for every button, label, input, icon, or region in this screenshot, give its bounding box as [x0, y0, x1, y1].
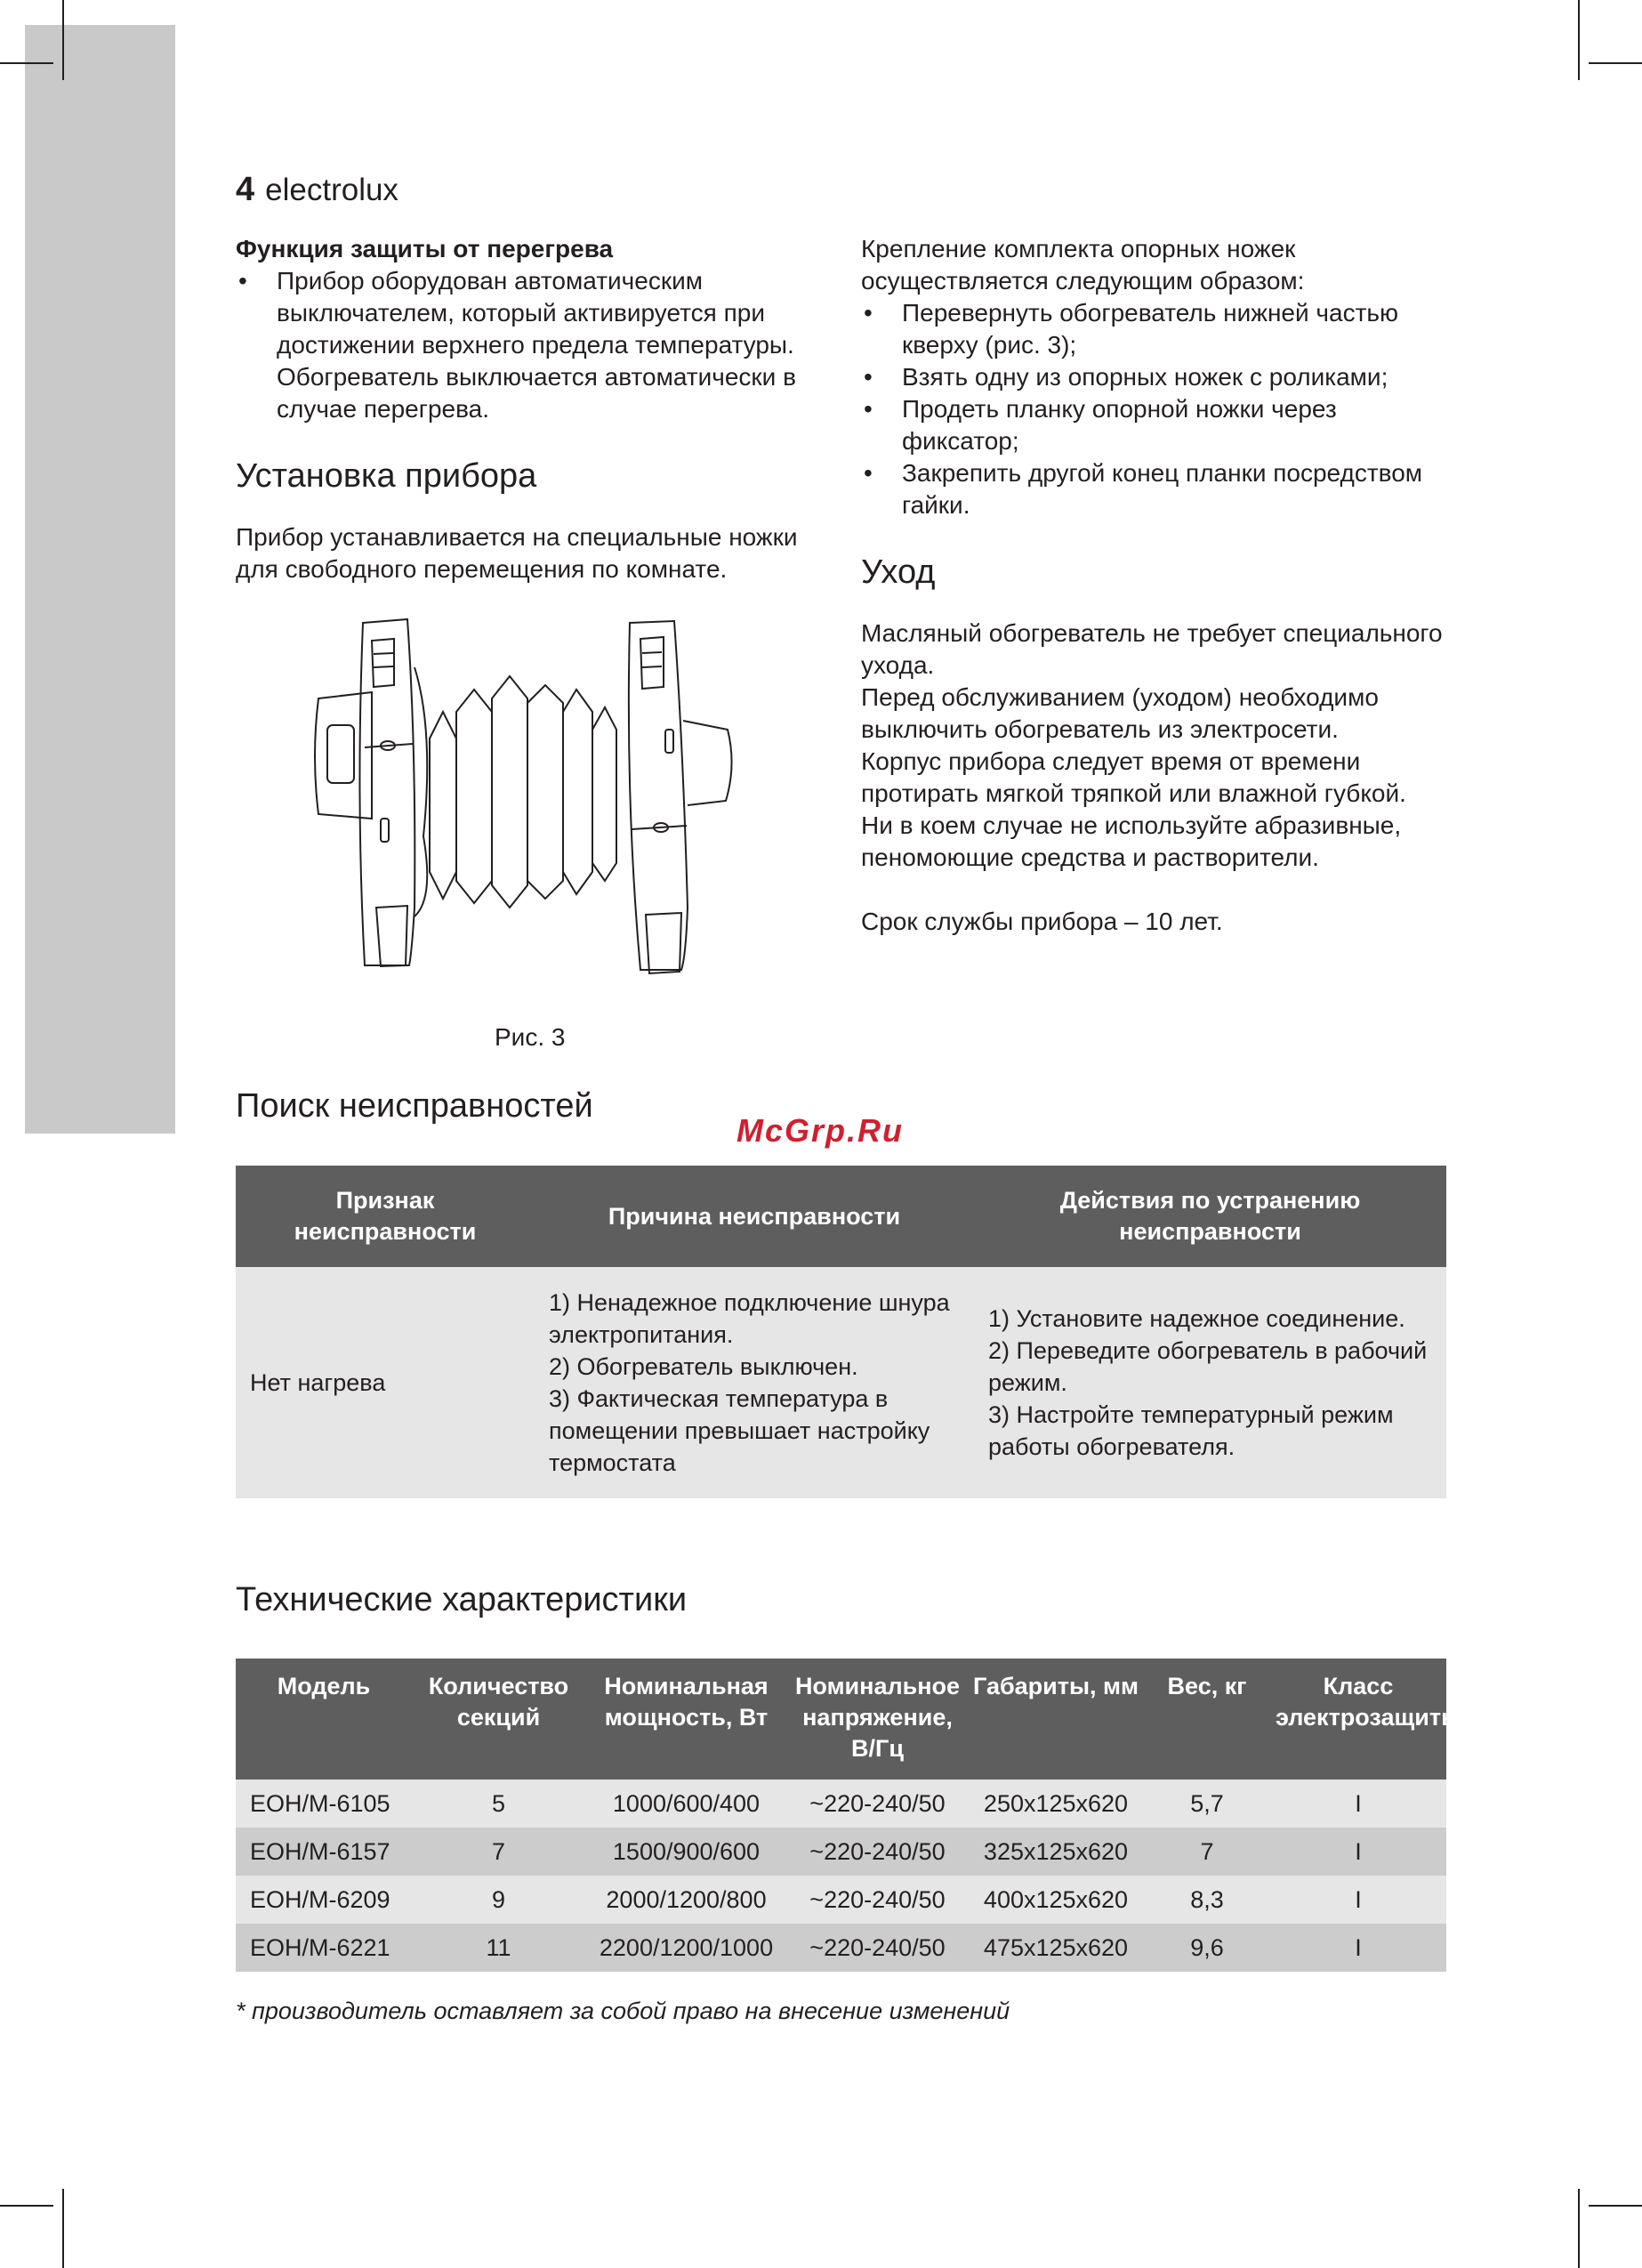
overheat-title: Функция защиты от перегрева [236, 235, 614, 262]
protection-class-cell: I [1270, 1828, 1446, 1876]
power-cell: 1500/900/600 [585, 1828, 787, 1876]
care-title: Уход [861, 553, 936, 591]
voltage-cell: ~220-240/50 [787, 1780, 968, 1828]
cause-cell: 1) Ненадежное подключение шнура электропитания. 2) Обогреватель выключен. 3) Фактическая температура в помещении превышает настройку термостата [535, 1267, 974, 1498]
sections-cell: 5 [412, 1780, 585, 1828]
model-cell: EOH/M-6221 [236, 1924, 412, 1972]
weight-cell: 5,7 [1144, 1780, 1270, 1828]
mounting-step: • Взять одну из опорных ножек с роликами; [861, 361, 1457, 393]
troubleshooting-table [236, 1166, 1446, 1498]
dimensions-cell: 475x125x620 [968, 1924, 1144, 1972]
service-life: Срок службы прибора – 10 лет. [861, 908, 1223, 935]
install-title: Установка прибора [236, 457, 537, 495]
crop-mark [1578, 0, 1580, 80]
dimensions-cell: 325x125x620 [968, 1828, 1144, 1876]
specs-table [236, 1659, 1462, 1972]
crop-mark [1589, 62, 1642, 64]
crop-mark [62, 2189, 64, 2268]
figure-caption: Рис. 3 [495, 1023, 566, 1051]
crop-mark [62, 0, 64, 80]
footnote: * производитель оставляет за собой право на внесение изменений [236, 1998, 1010, 2024]
page-number: 4 [236, 171, 255, 208]
power-cell: 1000/600/400 [585, 1780, 787, 1828]
column-header: Действия по устранению неисправности [974, 1166, 1446, 1267]
page-header [236, 171, 398, 209]
watermark: McGrp.Ru [736, 1112, 905, 1149]
left-column [236, 233, 832, 585]
table-row [236, 1876, 1446, 1924]
mounting-step: • Закрепить другой конец планки посредством гайки. [861, 457, 1457, 521]
heater-illustration [310, 614, 754, 988]
table-header-row [236, 1166, 1446, 1267]
weight-cell: 7 [1144, 1828, 1270, 1876]
model-cell: EOH/M-6105 [236, 1780, 412, 1828]
mounting-intro: Крепление комплекта опорных ножек осуществляется следующим образом: [861, 235, 1305, 295]
voltage-cell: ~220-240/50 [787, 1924, 968, 1972]
column-header: Номинальное напряжение, В/Гц [787, 1659, 968, 1780]
sections-cell: 11 [412, 1924, 585, 1972]
specs-title: Технические характеристики [236, 1581, 688, 1618]
right-column [861, 233, 1457, 938]
model-cell: EOH/M-6209 [236, 1876, 412, 1924]
table-row [236, 1828, 1446, 1876]
overheat-bullet: • Прибор оборудован автоматическим выключателем, который активируется при достижении верхнего предела температуры. Обогреватель выключается автоматически в случае перегрева. [236, 265, 832, 425]
weight-cell: 8,3 [1144, 1876, 1270, 1924]
sections-cell: 9 [412, 1876, 585, 1924]
voltage-cell: ~220-240/50 [787, 1876, 968, 1924]
overheat-list [236, 265, 832, 425]
install-text: Прибор устанавливается на специальные ножки для свободного перемещения по комнате. [236, 523, 798, 583]
sections-cell: 7 [412, 1828, 585, 1876]
table-header-row [236, 1659, 1446, 1780]
symptom-cell: Нет нагрева [236, 1267, 535, 1498]
protection-class-cell: I [1270, 1876, 1446, 1924]
column-header: Габариты, мм [968, 1659, 1144, 1780]
table-row [236, 1780, 1446, 1828]
column-header: Номинальная мощность, Вт [585, 1659, 787, 1780]
weight-cell: 9,6 [1144, 1924, 1270, 1972]
side-color-tab [25, 25, 175, 1134]
brand-name: electrolux [265, 173, 398, 207]
care-text: Масляный обогреватель не требует специального ухода. Перед обслуживанием (уходом) необходимо выключить обогреватель из электросети. Корпус прибора следует время от времени протирать мягкой тряпкой или влажной губкой. Ни в коем случае не используйте абразивные, пеномоющие средства и растворители. [861, 619, 1443, 871]
model-cell: EOH/M-6157 [236, 1828, 412, 1876]
power-cell: 2000/1200/800 [585, 1876, 787, 1924]
crop-mark [1589, 2205, 1642, 2207]
troubleshooting-title: Поиск неисправностей [236, 1087, 593, 1125]
protection-class-cell: I [1270, 1924, 1446, 1972]
protection-class-cell: I [1270, 1780, 1446, 1828]
table-row [236, 1267, 1446, 1498]
column-header: Класс электрозащиты [1270, 1659, 1446, 1780]
dimensions-cell: 250x125x620 [968, 1780, 1144, 1828]
column-header: Признак неисправности [236, 1166, 535, 1267]
voltage-cell: ~220-240/50 [787, 1828, 968, 1876]
power-cell: 2200/1200/1000 [585, 1924, 787, 1972]
dimensions-cell: 400x125x620 [968, 1876, 1144, 1924]
action-cell: 1) Установите надежное соединение. 2) Переведите обогреватель в рабочий режим. 3) Настройте температурный режим работы обогревателя. [974, 1267, 1446, 1498]
mounting-steps [861, 297, 1457, 521]
crop-mark [0, 62, 53, 64]
mounting-step: • Продеть планку опорной ножки через фиксатор; [861, 393, 1457, 457]
column-header: Вес, кг [1144, 1659, 1270, 1780]
column-header: Количество секций [412, 1659, 585, 1780]
column-header: Модель [236, 1659, 412, 1780]
crop-mark [1578, 2189, 1580, 2268]
column-header: Причина неисправности [535, 1166, 974, 1267]
crop-mark [0, 2205, 53, 2207]
mounting-step: • Перевернуть обогреватель нижней частью кверху (рис. 3); [861, 297, 1457, 361]
table-row [236, 1924, 1446, 1972]
